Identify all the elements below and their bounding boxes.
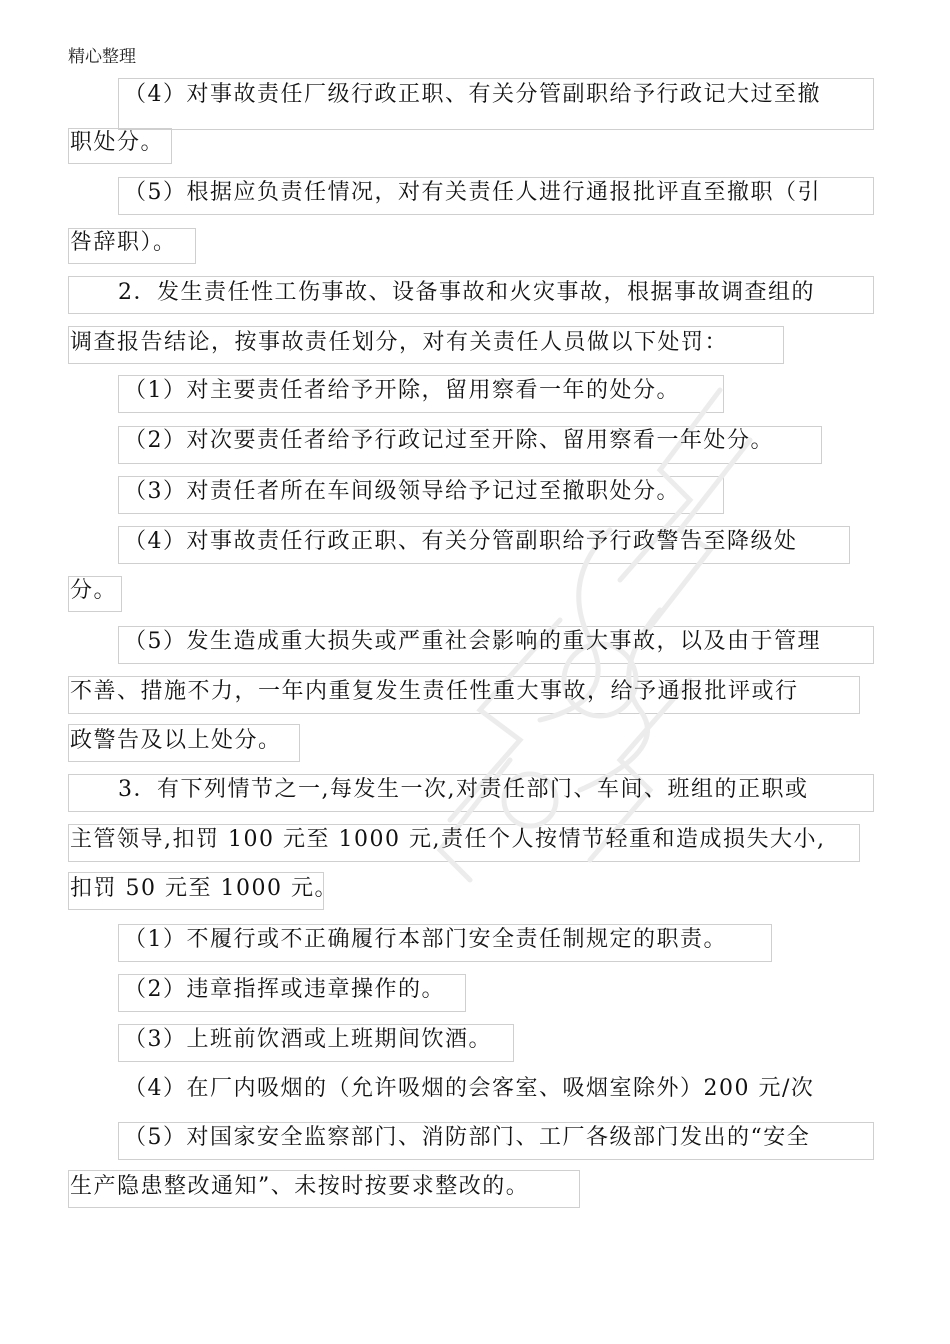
text-line: 2．发生责任性工伤事故、设备事故和火灾事故，根据事故调查组的 bbox=[118, 280, 815, 305]
text-line: 不善、措施不力，一年内重复发生责任性重大事故，给予通报批评或行 bbox=[70, 679, 799, 704]
text-line: 生产隐患整改通知”、未按时按要求整改的。 bbox=[70, 1174, 530, 1199]
text-line: （4）对事故责任行政正职、有关分管副职给予行政警告至降级处 bbox=[124, 529, 798, 554]
text-line: （4）在厂内吸烟的（允许吸烟的会客室、吸烟室除外）200 元/次 bbox=[124, 1076, 815, 1101]
text-line: 政警告及以上处分。 bbox=[70, 728, 282, 753]
text-line: 职处分。 bbox=[70, 130, 165, 155]
text-line: 主管领导,扣罚 100 元至 1000 元,责任个人按情节轻重和造成损失大小, bbox=[70, 827, 826, 852]
page-header: 精心整理 bbox=[68, 47, 136, 67]
text-line: （1）不履行或不正确履行本部门安全责任制规定的职责。 bbox=[124, 927, 727, 952]
text-line: 调查报告结论，按事故责任划分，对有关责任人员做以下处罚： bbox=[70, 330, 729, 355]
text-line: （1）对主要责任者给予开除，留用察看一年的处分。 bbox=[124, 378, 680, 403]
text-line: 扣罚 50 元至 1000 元。 bbox=[70, 876, 338, 901]
text-line: （3）对责任者所在车间级领导给予记过至撤职处分。 bbox=[124, 479, 680, 504]
text-line: （5）发生造成重大损失或严重社会影响的重大事故，以及由于管理 bbox=[124, 629, 821, 654]
text-line: 分。 bbox=[70, 578, 118, 603]
text-line: （2）对次要责任者给予行政记过至开除、留用察看一年处分。 bbox=[124, 428, 774, 453]
text-line: （3）上班前饮酒或上班期间饮酒。 bbox=[124, 1027, 492, 1052]
text-line: （5）对国家安全监察部门、消防部门、工厂各级部门发出的“安全 bbox=[124, 1125, 811, 1150]
text-line: （4）对事故责任厂级行政正职、有关分管副职给予行政记大过至撤 bbox=[124, 82, 821, 107]
text-line: 3．有下列情节之一,每发生一次,对责任部门、车间、班组的正职或 bbox=[118, 777, 809, 802]
text-line: 咎辞职）。 bbox=[70, 230, 177, 255]
text-line: （2）违章指挥或违章操作的。 bbox=[124, 977, 445, 1002]
text-line: （5）根据应负责任情况，对有关责任人进行通报批评直至撤职（引 bbox=[124, 180, 821, 205]
